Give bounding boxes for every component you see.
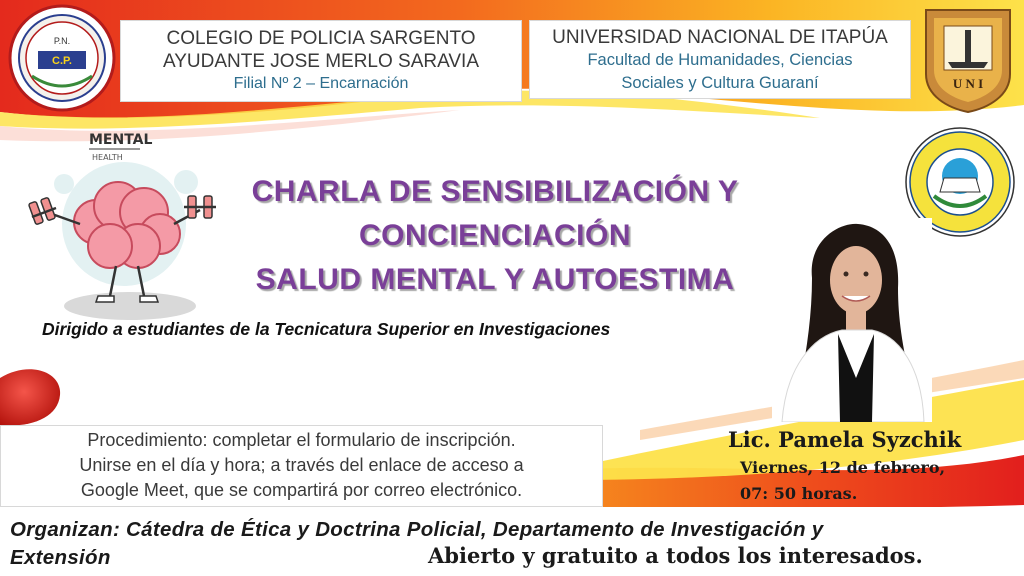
colegio-branch: Filial Nº 2 – Encarnación: [233, 75, 409, 92]
target-audience: Dirigido a estudiantes de la Tecnicatura Superior en Investigaciones: [42, 319, 611, 339]
speaker-info: [728, 425, 1008, 507]
uni-logo-text: U N I: [952, 76, 984, 91]
speaker-photo: [772, 218, 932, 422]
procedure-text: [0, 428, 603, 503]
event-date: Viernes, 12 de febrero,: [740, 458, 946, 477]
event-title-line2: CONCIENCIACIÓN: [358, 219, 631, 252]
colegio-name-line2: AYUDANTE JOSE MERLO SARAVIA: [162, 51, 480, 72]
mental-health-subtitle: HEALTH: [92, 153, 123, 162]
colegio-name-line1: COLEGIO DE POLICIA SARGENTO: [166, 28, 476, 49]
speaker-name: Lic. Pamela Syzchik: [728, 427, 962, 452]
colegio-header-box: [120, 20, 522, 102]
faculty-name-line2: Sociales y Cultura Guaraní: [621, 74, 819, 92]
event-title-line1: CHARLA DE SENSIBILIZACIÓN Y: [251, 175, 739, 208]
universidad-header-box: [529, 20, 911, 99]
faculty-name-line1: Facultad de Humanidades, Ciencias: [587, 51, 853, 69]
dumbbell-left-icon: [28, 197, 56, 224]
procedure-line3: Google Meet, que se compartirá por correo electrónico.: [80, 480, 523, 500]
police-logo-mark: C.P.: [52, 55, 72, 67]
police-college-logo: [8, 4, 116, 112]
event-title: [175, 170, 815, 302]
universidad-name: UNIVERSIDAD NACIONAL DE ITAPÚA: [552, 27, 888, 48]
event-time: 07: 50 horas.: [740, 484, 858, 503]
uni-logo: [918, 4, 1018, 114]
organizers-line1: Organizan: Cátedra de Ética y Doctrina Policial, Departamento de Investigación y: [10, 518, 824, 541]
mental-health-title: MENTAL: [89, 132, 153, 148]
event-title-line3: SALUD MENTAL Y AUTOESTIMA: [255, 263, 735, 296]
organizers-line2: Extensión: [10, 546, 111, 569]
open-to-all: Abierto y gratuito a todos los interesados.: [428, 543, 923, 568]
procedure-line1: Procedimiento: completar el formulario de inscripción.: [87, 430, 516, 450]
police-logo-text: P.N.: [53, 36, 71, 46]
procedure-line2: Unirse en el día y hora; a través del enlace de acceso a: [79, 455, 524, 475]
